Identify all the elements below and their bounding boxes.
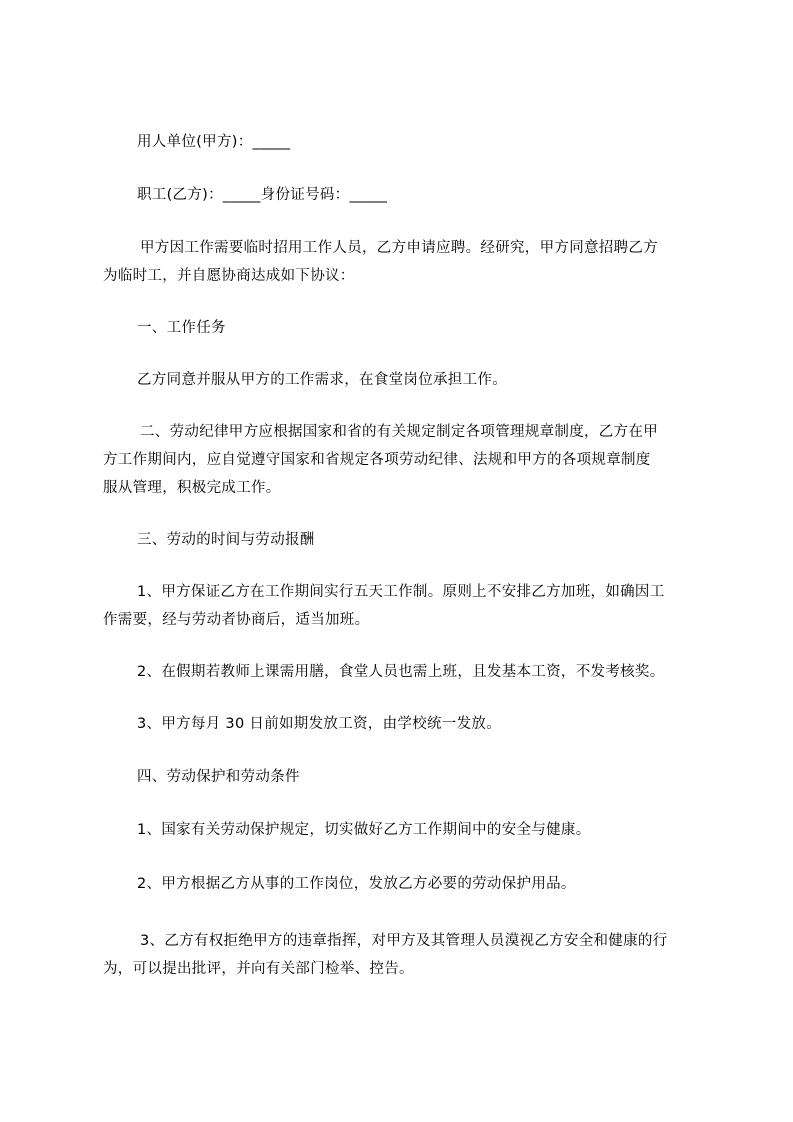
intro-paragraph-line-2: 为临时工，并自愿协商达成如下协议： bbox=[103, 268, 355, 284]
section-3-title: 三、劳动的时间与劳动报酬 bbox=[137, 532, 315, 548]
employee-field: 职工(乙方)：_____身份证号码：_____ bbox=[137, 187, 388, 203]
section-4-title: 四、劳动保护和劳动条件 bbox=[137, 769, 300, 785]
employer-field: 用人单位(甲方)：_____ bbox=[137, 134, 291, 150]
section-4-item-3-line-1: 3、乙方有权拒绝甲方的违章指挥，对甲方及其管理人员漠视乙方安全和健康的行 bbox=[140, 933, 668, 949]
section-3-item-3: 3、甲方每月 30 日前如期发放工资，由学校统一发放。 bbox=[137, 716, 501, 732]
section-4-item-1: 1、国家有关劳动保护规定，切实做好乙方工作期间中的安全与健康。 bbox=[137, 822, 591, 838]
section-1-title: 一、工作任务 bbox=[137, 320, 226, 336]
section-4-item-2: 2、甲方根据乙方从事的工作岗位，发放乙方必要的劳动保护用品。 bbox=[137, 876, 576, 892]
section-4-item-3-line-2: 为，可以提出批评，并向有关部门检举、控告。 bbox=[103, 961, 414, 977]
section-3-item-2: 2、在假期若教师上课需用膳，食堂人员也需上班，且发基本工资，不发考核奖。 bbox=[137, 664, 665, 680]
section-1-text: 乙方同意并服从甲方的工作需求，在食堂岗位承担工作。 bbox=[137, 372, 507, 388]
section-3-item-1-line-2: 作需要，经与劳动者协商后，适当加班。 bbox=[103, 612, 370, 628]
intro-paragraph-line-1: 甲方因工作需要临时招用工作人员，乙方申请应聘。经研究，甲方同意招聘乙方 bbox=[140, 240, 658, 256]
section-2-line-3: 服从管理，积极完成工作。 bbox=[103, 480, 281, 496]
section-2-line-2: 方工作期间内，应自觉遵守国家和省规定各项劳动纪律、法规和甲方的各项规章制度 bbox=[103, 452, 651, 468]
section-2-line-1: 二、劳动纪律甲方应根据国家和省的有关规定制定各项管理规章制度，乙方在甲 bbox=[140, 424, 658, 440]
section-3-item-1-line-1: 1、甲方保证乙方在工作期间实行五天工作制。原则上不安排乙方加班，如确因工 bbox=[137, 584, 665, 600]
